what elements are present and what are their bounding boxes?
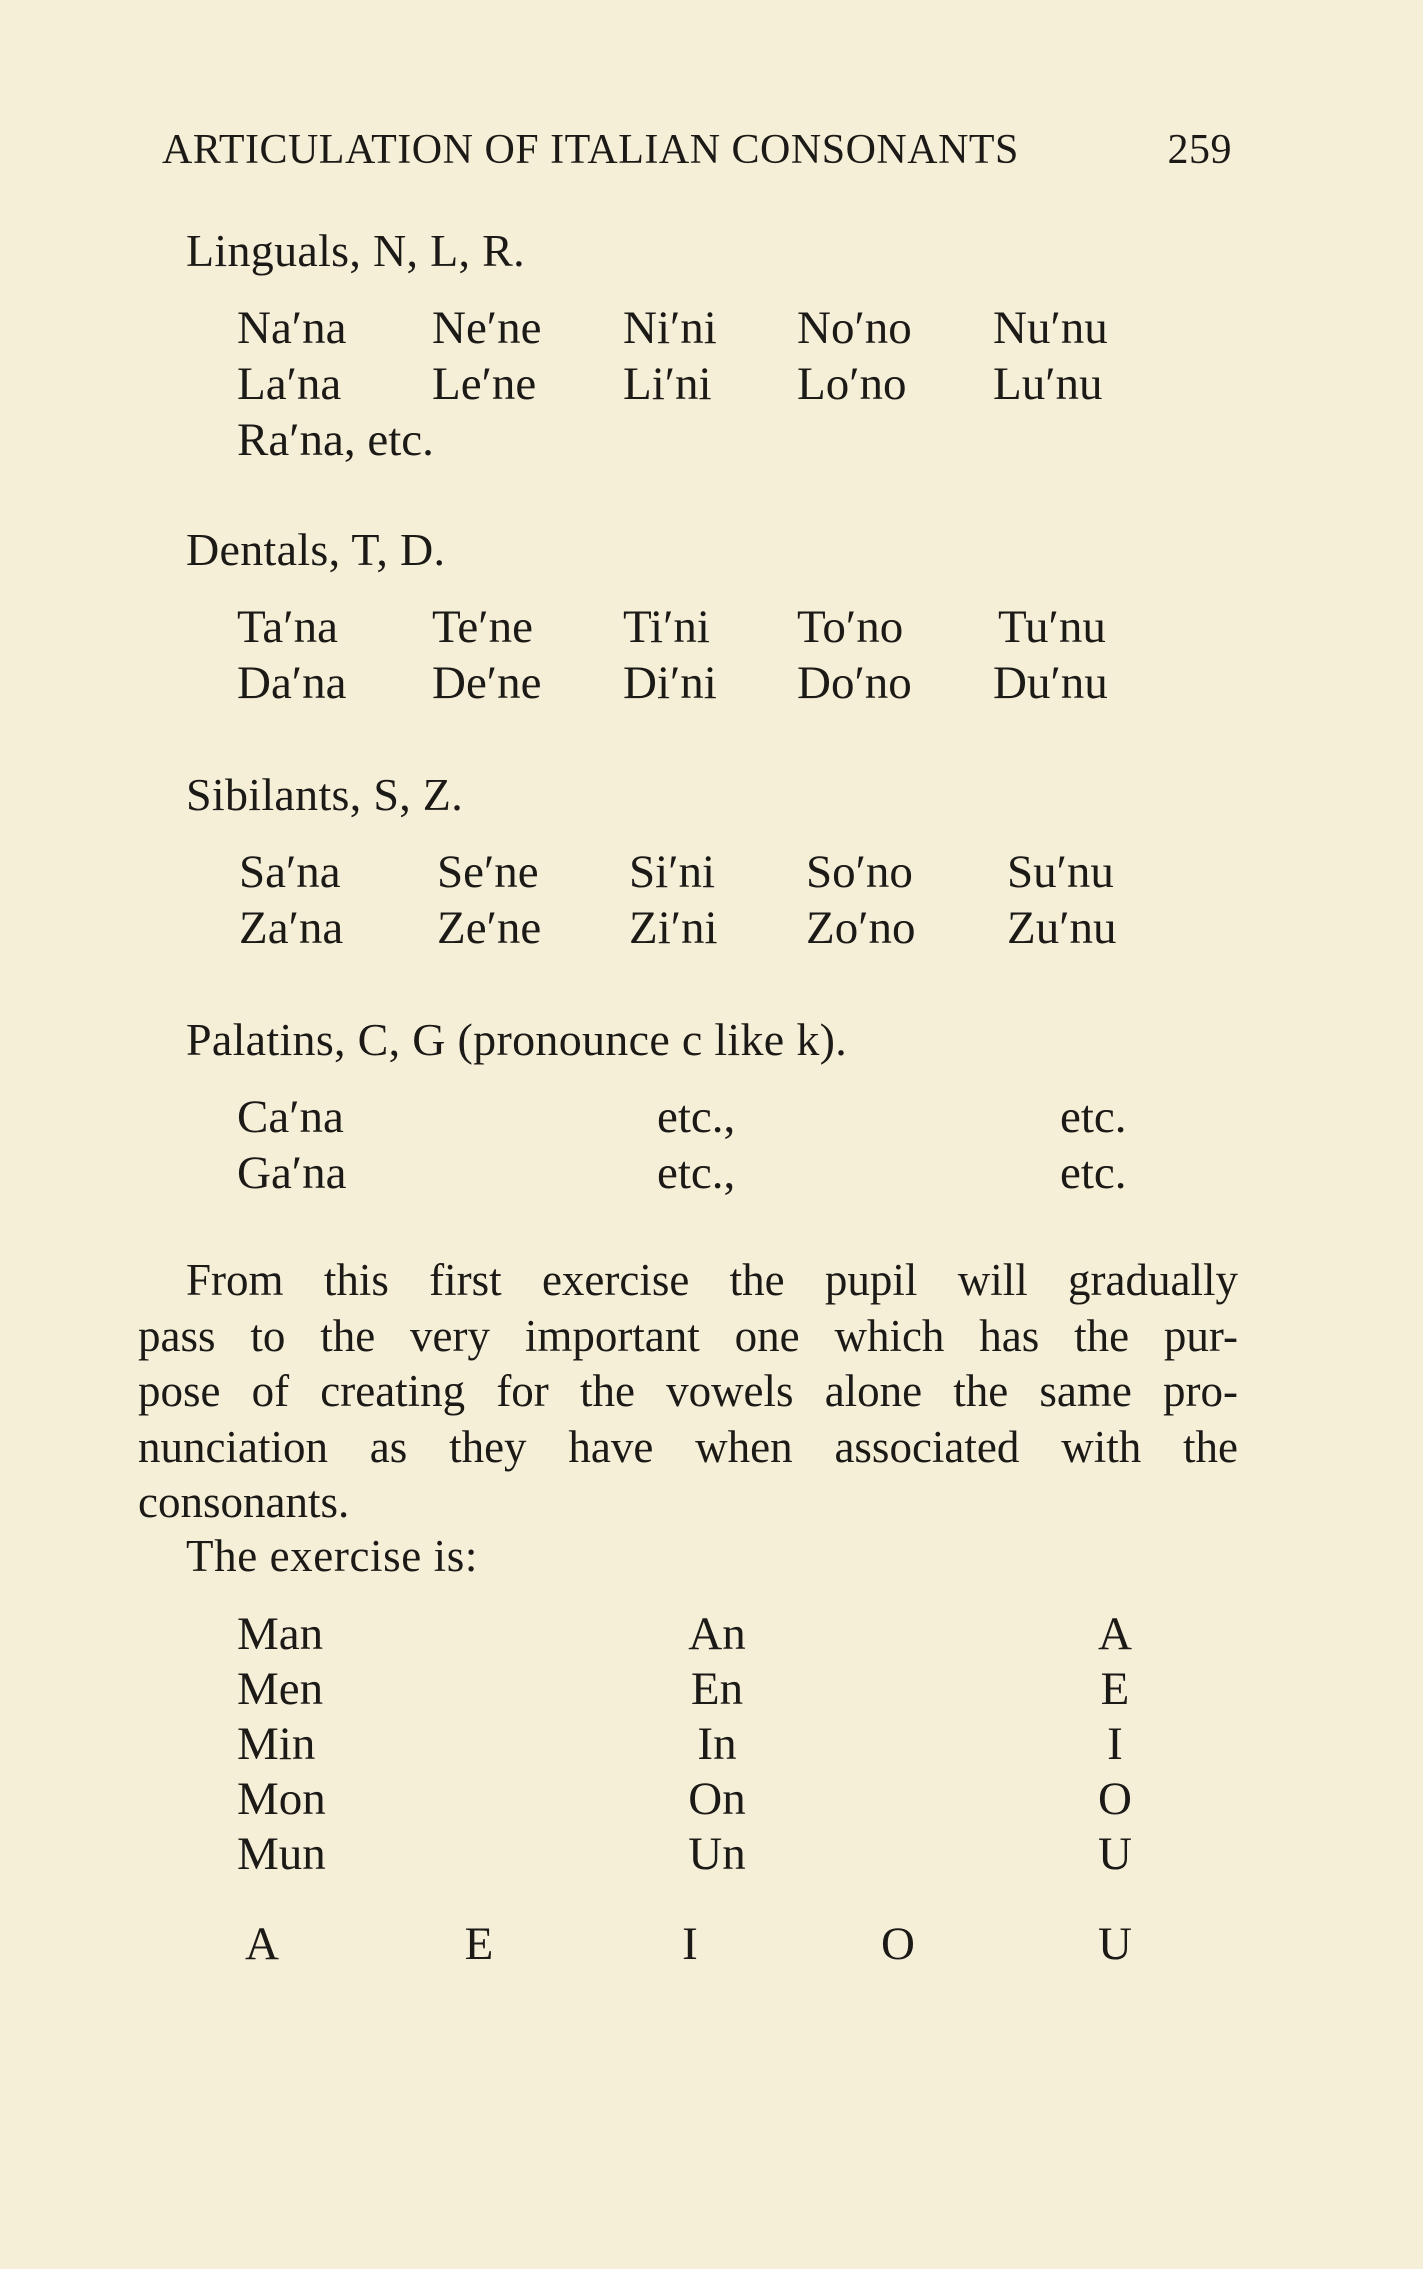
etc-text: etc., xyxy=(657,1091,736,1143)
syllable: Sa′na xyxy=(239,846,341,898)
exercise-word: Mun xyxy=(237,1828,326,1880)
exercise-word: En xyxy=(690,1663,744,1715)
exercise-word: Men xyxy=(237,1663,324,1715)
syllable-row xyxy=(0,413,1423,469)
exercise-word: An xyxy=(688,1608,746,1660)
syllable: Ti′ni xyxy=(623,601,710,653)
syllable-row xyxy=(0,845,1423,901)
paragraph-line: From this first exercise the pupil will gradually xyxy=(186,1255,1238,1305)
exercise-row xyxy=(0,1827,1423,1883)
syllable-row xyxy=(0,656,1423,712)
syllable: To′no xyxy=(797,601,904,653)
syllable-row xyxy=(0,301,1423,357)
syllable: Si′ni xyxy=(629,846,716,898)
section-heading-dentals: Dentals, T, D. xyxy=(186,524,446,575)
vowel: I xyxy=(682,1918,698,1970)
exercise-word: On xyxy=(688,1773,746,1825)
syllable: Za′na xyxy=(239,902,344,954)
syllable: Ga′na xyxy=(237,1147,347,1199)
exercise-word: Mon xyxy=(237,1773,326,1825)
syllable: La′na xyxy=(237,358,342,410)
etc-text: etc. xyxy=(1060,1147,1127,1199)
page-number: 259 xyxy=(1167,127,1232,173)
syllable: Du′nu xyxy=(993,657,1108,709)
exercise-word: In xyxy=(697,1718,737,1770)
section-heading-palatins: Palatins, C, G (pronounce c like k). xyxy=(186,1014,848,1065)
syllable: Nu′nu xyxy=(993,302,1108,354)
syllable: Da′na xyxy=(237,657,347,709)
section-heading-linguals: Linguals, N, L, R. xyxy=(186,225,525,276)
syllable-row xyxy=(0,357,1423,413)
paragraph-line: consonants. xyxy=(138,1477,350,1527)
syllable-row xyxy=(0,600,1423,656)
running-header xyxy=(162,126,1232,182)
syllable: Ra′na, etc. xyxy=(237,414,434,466)
syllable: De′ne xyxy=(432,657,542,709)
syllable: Ta′na xyxy=(237,601,338,653)
vowel: O xyxy=(881,1918,915,1970)
syllable: Zi′ni xyxy=(629,902,718,954)
running-title: ARTICULATION OF ITALIAN CONSONANTS xyxy=(162,127,1019,173)
exercise-intro: The exercise is: xyxy=(186,1531,478,1581)
syllable: Lu′nu xyxy=(993,358,1103,410)
exercise-word: Min xyxy=(237,1718,316,1770)
syllable: Zo′no xyxy=(806,902,916,954)
syllable: Na′na xyxy=(237,302,347,354)
etc-text: etc. xyxy=(1060,1091,1127,1143)
vowel: U xyxy=(1098,1918,1132,1970)
exercise-vowel: I xyxy=(1107,1718,1123,1770)
paragraph-line: pose of creating for the vowels alone the same pro- xyxy=(138,1366,1238,1416)
syllable: Do′no xyxy=(797,657,912,709)
syllable: So′no xyxy=(806,846,913,898)
paragraph-line: nunciation as they have when associated with the xyxy=(138,1421,1238,1472)
syllable: Le′ne xyxy=(432,358,537,410)
exercise-row xyxy=(0,1717,1423,1773)
exercise-row xyxy=(0,1607,1423,1663)
exercise-word: Un xyxy=(688,1828,746,1880)
vowel: E xyxy=(464,1918,494,1970)
syllable: Ni′ni xyxy=(623,302,717,354)
exercise-vowel: O xyxy=(1098,1773,1132,1825)
syllable: Su′nu xyxy=(1007,846,1114,898)
syllable: Lo′no xyxy=(797,358,907,410)
vowel-row xyxy=(0,1917,1423,1973)
body-paragraph xyxy=(138,1253,1238,1531)
section-heading-sibilants: Sibilants, S, Z. xyxy=(186,769,464,820)
syllable: Te′ne xyxy=(432,601,533,653)
syllable: Se′ne xyxy=(437,846,539,898)
exercise-vowel: A xyxy=(1098,1608,1132,1660)
syllable: Zu′nu xyxy=(1007,902,1117,954)
syllable-row xyxy=(0,901,1423,957)
exercise-vowel: E xyxy=(1100,1663,1130,1715)
syllable: Ze′ne xyxy=(437,902,542,954)
syllable: Ca′na xyxy=(237,1091,344,1143)
exercise-vowel: U xyxy=(1098,1828,1132,1880)
exercise-row xyxy=(0,1662,1423,1718)
syllable-row xyxy=(0,1090,1423,1146)
syllable: Tu′nu xyxy=(998,601,1106,653)
etc-text: etc., xyxy=(657,1147,736,1199)
syllable: No′no xyxy=(797,302,912,354)
exercise-word: Man xyxy=(237,1608,324,1660)
syllable: Li′ni xyxy=(623,358,712,410)
exercise-row xyxy=(0,1772,1423,1828)
paragraph-line: pass to the very important one which has the pur- xyxy=(138,1310,1238,1361)
vowel: A xyxy=(245,1918,279,1970)
syllable-row xyxy=(0,1146,1423,1202)
syllable: Ne′ne xyxy=(432,302,542,354)
syllable: Di′ni xyxy=(623,657,717,709)
